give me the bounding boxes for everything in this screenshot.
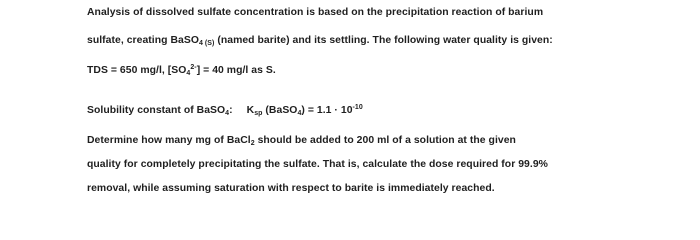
ksp-compound: (BaSO — [262, 105, 298, 116]
solubility-constant-line — [87, 104, 363, 118]
given-pre: TDS = 650 mg/l, [SO — [87, 65, 187, 76]
baso4-state-subscript: 4 (S) — [198, 40, 215, 47]
solubility-label-subscript: 4 — [225, 110, 230, 117]
ksp-subscript: sp — [254, 110, 263, 117]
sulfate-subscript: 4 — [186, 70, 191, 77]
question-line-3: removal, while assuming saturation with respect to barite is immediately reached. — [87, 183, 495, 194]
intro-line-2-pre: sulfate, creating BaSO — [87, 35, 199, 46]
intro-line-2-post: (named barite) and its settling. The following water quality is given: — [214, 35, 553, 46]
ksp-value: ) = 1.1 · 10 — [301, 105, 353, 116]
given-water-quality — [87, 64, 276, 78]
question-line-1-pre: Determine how many mg of BaCl — [87, 135, 251, 146]
ksp-exponent: -10 — [352, 104, 363, 111]
sulfate-charge-superscript: 2- — [190, 64, 197, 71]
question-line-1 — [87, 134, 516, 148]
intro-line-2 — [87, 34, 553, 48]
question-line-1-post: should be added to 200 ml of a solution at the given — [254, 135, 516, 146]
bacl2-subscript: 2 — [250, 140, 255, 147]
ksp-symbol: K — [246, 105, 255, 116]
question-line-2: quality for completely precipitating the sulfate. That is, calculate the dose required for 99.9% — [87, 159, 548, 170]
solubility-label-colon: : — [229, 105, 233, 116]
solubility-label: Solubility constant of BaSO — [87, 105, 226, 116]
ksp-compound-subscript: 4 — [297, 110, 302, 117]
given-post: ] = 40 mg/l as S. — [196, 65, 276, 76]
intro-line-1: Analysis of dissolved sulfate concentration is based on the precipitation reaction of barium — [87, 7, 544, 18]
